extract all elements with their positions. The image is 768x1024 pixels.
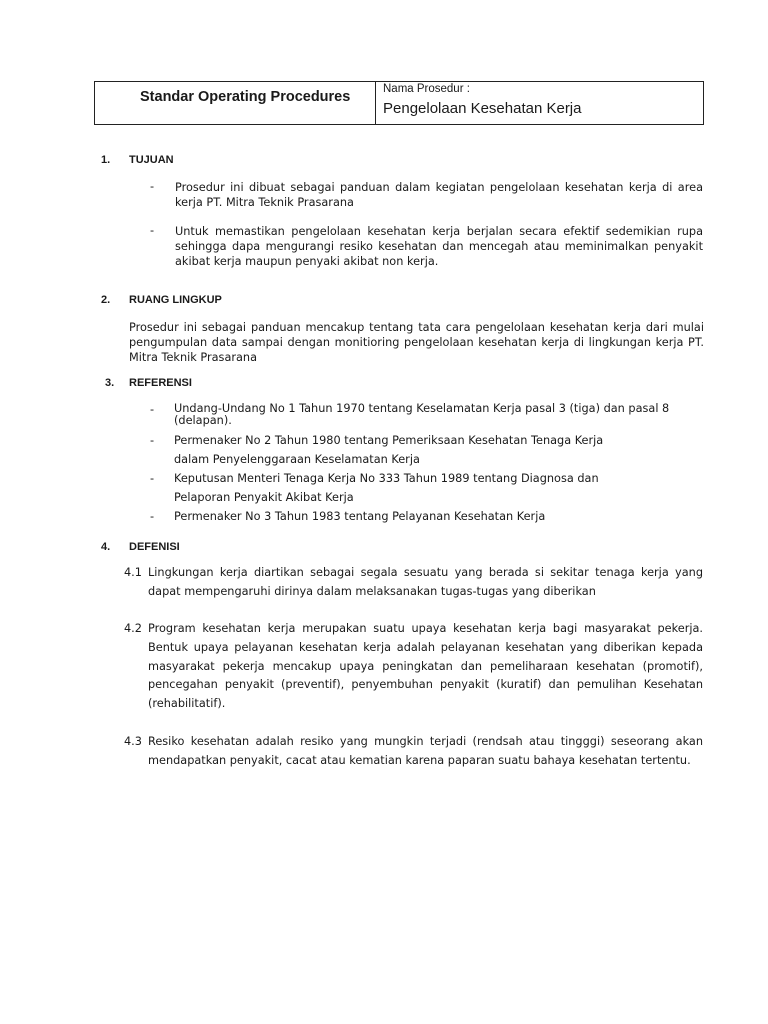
referensi-item: Permenaker No 3 Tahun 1983 tentang Pelayanan Kesehatan Kerja (174, 510, 546, 523)
definition-text: Lingkungan kerja diartikan sebagai segala sesuatu yang berada si sekitar tenaga kerja yang dapat mempengaruhi dirinya dalam melaksanakan tugas-tugas yang diberikan (148, 566, 703, 598)
referensi-item: Keputusan Menteri Tenaga Kerja No 333 Tahun 1989 tentang Diagnosa dan Pelaporan Penyakit Akibat Kerja (174, 472, 599, 504)
referensi-item: Undang-Undang No 1 Tahun 1970 tentang Keselamatan Kerja pasal 3 (tiga) dan pasal 8 (delapan). (174, 402, 670, 427)
tujuan-item: Prosedur ini dibuat sebagai panduan dalam kegiatan pengelolaan kesehatan kerja di area kerja PT. Mitra Teknik Prasarana (175, 181, 703, 209)
bullet-dash: - (150, 434, 155, 447)
bullet-dash: - (150, 403, 155, 416)
definition-text: Resiko kesehatan adalah resiko yang mungkin terjadi (rendsah atau tingggi) seseorang akan mendapatkan penyakit, cacat atau kematian karena paparan suatu bahaya kesehatan tertentu. (148, 735, 703, 767)
section-title: RUANG LINGKUP (129, 294, 222, 306)
section-number: 1. (101, 154, 111, 166)
bullet-dash: - (150, 472, 155, 485)
definition-number: 4.2 (124, 622, 142, 635)
procedure-name-cell (376, 82, 703, 124)
procedure-name-label: Nama Prosedur : (383, 83, 470, 95)
section-number: 4. (101, 541, 111, 553)
definition-number: 4.1 (124, 566, 142, 579)
definition-number: 4.3 (124, 735, 142, 748)
section-number: 2. (101, 294, 111, 306)
ruang-lingkup-text: Prosedur ini sebagai panduan mencakup tentang tata cara pengelolaan kesehatan kerja dari mulai pengumpulan data sampai dengan monitioring pengelolaan kesehatan kerja di lingkungan kerja PT. Mitra Teknik Prasarana (129, 321, 704, 364)
bullet-dash: - (150, 224, 155, 237)
bullet-dash: - (150, 180, 155, 193)
tujuan-item: Untuk memastikan pengelolaan kesehatan kerja berjalan secara efektif sedemikian rupa sehingga dapa mengurangi resiko kesehatan dan mencegah atau meminimalkan penyakit akibat kerja maupun penyaki akibat non kerja. (175, 225, 703, 268)
definition-text: Program kesehatan kerja merupakan suatu upaya kesehatan kerja bagi masyarakat pekerja. Bentuk upaya pelayanan kesehatan kerja adalah pelayanan kesehatan yang diberikan kepada masyarakat pekerja mencakup upaya peningkatan dan pemeliharaan kesehatan (promotif), pencegahan penyakit (preventif), penyembuhan penyakit (kuratif) dan pemulihan Kesehatan (rehabilitatif). (148, 622, 703, 711)
section-title: REFERENSI (129, 377, 192, 389)
procedure-name: Pengelolaan Kesehatan Kerja (383, 100, 582, 117)
header-table (94, 81, 704, 125)
section-number: 3. (105, 377, 115, 389)
referensi-item: Permenaker No 2 Tahun 1980 tentang Pemeriksaan Kesehatan Tenaga Kerja dalam Penyelenggaraan Keselamatan Kerja (174, 434, 604, 466)
section-title: DEFENISI (129, 541, 180, 553)
document-type-title: Standar Operating Procedures (95, 82, 376, 124)
bullet-dash: - (150, 510, 155, 523)
section-title: TUJUAN (129, 154, 174, 166)
